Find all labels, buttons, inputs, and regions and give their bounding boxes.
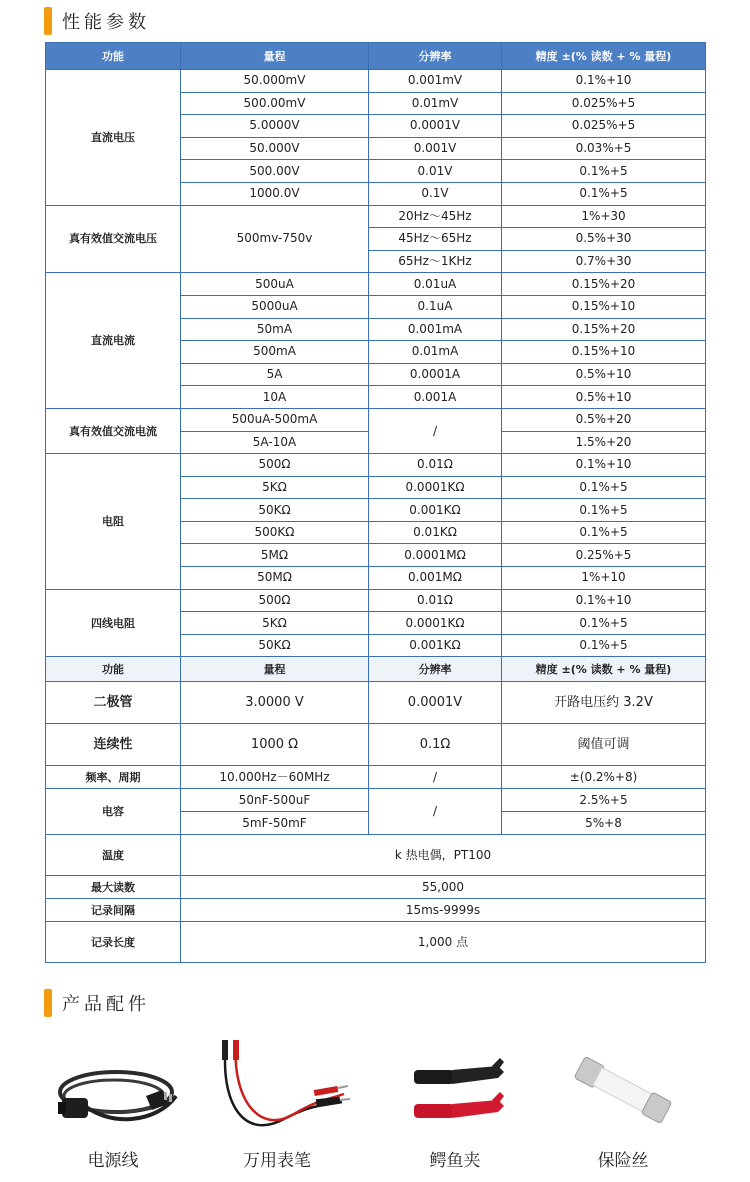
range-cell: 5.0000V bbox=[181, 115, 369, 138]
accuracy-cell: 0.03%+5 bbox=[502, 137, 706, 160]
range-cell: 500.00V bbox=[181, 160, 369, 183]
header-resolution: 分辨率 bbox=[369, 657, 502, 682]
range-cell: 50nF-500uF bbox=[181, 789, 369, 812]
accuracy-cell: 0.025%+5 bbox=[502, 115, 706, 138]
resolution-cell: 0.001KΩ bbox=[369, 634, 502, 657]
alligator-clip-icon bbox=[380, 1040, 530, 1140]
accuracy-cell: 1.5%+20 bbox=[502, 431, 706, 454]
resolution-cell: 0.001MΩ bbox=[369, 567, 502, 590]
range-cell: 500.00mV bbox=[181, 92, 369, 115]
range-cell: 500Ω bbox=[181, 589, 369, 612]
accuracy-cell: 阈值可调 bbox=[502, 724, 706, 766]
accuracy-cell: 0.1%+5 bbox=[502, 521, 706, 544]
table-row bbox=[46, 273, 706, 296]
range-cell: 5KΩ bbox=[181, 476, 369, 499]
table-row bbox=[46, 789, 706, 812]
accuracy-cell: 0.1%+5 bbox=[502, 634, 706, 657]
accuracy-cell: 0.15%+10 bbox=[502, 341, 706, 364]
accessory-power-cord bbox=[38, 1040, 188, 1171]
accuracy-cell: 0.1%+5 bbox=[502, 612, 706, 635]
accuracy-cell: 0.1%+5 bbox=[502, 476, 706, 499]
resolution-cell: 0.0001MΩ bbox=[369, 544, 502, 567]
value-cell: 1,000 点 bbox=[181, 922, 706, 963]
resolution-cell: 0.1Ω bbox=[369, 724, 502, 766]
function-capacitance: 电容 bbox=[46, 789, 181, 835]
resolution-cell: 0.001KΩ bbox=[369, 499, 502, 522]
section-title-performance bbox=[44, 6, 150, 36]
table-row bbox=[46, 589, 706, 612]
table-subheader-row bbox=[46, 657, 706, 682]
accuracy-cell: 0.1%+5 bbox=[502, 160, 706, 183]
table-row bbox=[46, 922, 706, 963]
range-cell: 500mv-750v bbox=[181, 205, 369, 273]
function-max-reading: 最大读数 bbox=[46, 876, 181, 899]
table-row bbox=[46, 408, 706, 431]
resolution-cell: 0.0001V bbox=[369, 115, 502, 138]
accessory-fuse bbox=[548, 1040, 698, 1171]
function-temperature: 温度 bbox=[46, 835, 181, 876]
resolution-cell: 20Hz～45Hz bbox=[369, 205, 502, 228]
accuracy-cell: 1%+10 bbox=[502, 567, 706, 590]
accuracy-cell: 0.1%+5 bbox=[502, 182, 706, 205]
accuracy-cell: 1%+30 bbox=[502, 205, 706, 228]
section-marker bbox=[44, 7, 52, 35]
range-cell: 5A bbox=[181, 363, 369, 386]
header-range: 量程 bbox=[181, 43, 369, 70]
range-cell: 50.000V bbox=[181, 137, 369, 160]
accuracy-cell: 0.15%+10 bbox=[502, 295, 706, 318]
resolution-cell: 0.01V bbox=[369, 160, 502, 183]
header-range: 量程 bbox=[181, 657, 369, 682]
resolution-cell: 0.01mA bbox=[369, 341, 502, 364]
accessory-label: 万用表笔 bbox=[243, 1151, 311, 1171]
accuracy-cell: 0.1%+10 bbox=[502, 589, 706, 612]
accuracy-cell: 0.15%+20 bbox=[502, 273, 706, 296]
table-row bbox=[46, 876, 706, 899]
accuracy-cell: ±(0.2%+8) bbox=[502, 766, 706, 789]
accuracy-cell: 开路电压约 3.2V bbox=[502, 682, 706, 724]
header-function: 功能 bbox=[46, 657, 181, 682]
header-accuracy: 精度 ±(% 读数 + % 量程) bbox=[502, 43, 706, 70]
function-4wire-resistance: 四线电阻 bbox=[46, 589, 181, 657]
resolution-cell: 45Hz～65Hz bbox=[369, 228, 502, 251]
table-row bbox=[46, 899, 706, 922]
range-cell: 1000 Ω bbox=[181, 724, 369, 766]
section-title-text: 产品配件 bbox=[62, 994, 150, 1015]
range-cell: 500uA bbox=[181, 273, 369, 296]
accuracy-cell: 0.7%+30 bbox=[502, 250, 706, 273]
table-row bbox=[46, 766, 706, 789]
header-resolution: 分辨率 bbox=[369, 43, 502, 70]
range-cell: 3.0000 V bbox=[181, 682, 369, 724]
section-title-text: 性能参数 bbox=[62, 12, 150, 33]
value-cell: 15ms-9999s bbox=[181, 899, 706, 922]
resolution-cell: / bbox=[369, 789, 502, 835]
test-leads-icon bbox=[202, 1040, 352, 1140]
table-row bbox=[46, 835, 706, 876]
resolution-cell: 0.0001V bbox=[369, 682, 502, 724]
value-cell: 55,000 bbox=[181, 876, 706, 899]
range-cell: 1000.0V bbox=[181, 182, 369, 205]
function-continuity: 连续性 bbox=[46, 724, 181, 766]
range-cell: 10A bbox=[181, 386, 369, 409]
resolution-cell: 0.001A bbox=[369, 386, 502, 409]
accuracy-cell: 0.5%+30 bbox=[502, 228, 706, 251]
accuracy-cell: 0.5%+10 bbox=[502, 363, 706, 386]
resolution-cell: 65Hz～1KHz bbox=[369, 250, 502, 273]
range-cell: 50KΩ bbox=[181, 634, 369, 657]
resolution-cell: 0.0001KΩ bbox=[369, 476, 502, 499]
function-ac-voltage: 真有效值交流电压 bbox=[46, 205, 181, 273]
range-cell: 5000uA bbox=[181, 295, 369, 318]
resolution-cell: 0.01Ω bbox=[369, 454, 502, 477]
accessory-label: 保险丝 bbox=[597, 1151, 649, 1171]
range-cell: 50MΩ bbox=[181, 567, 369, 590]
accuracy-cell: 0.1%+10 bbox=[502, 454, 706, 477]
fuse-icon bbox=[548, 1040, 698, 1140]
range-cell: 5A-10A bbox=[181, 431, 369, 454]
resolution-cell: 0.1V bbox=[369, 182, 502, 205]
resolution-cell: 0.01mV bbox=[369, 92, 502, 115]
resolution-cell: 0.001V bbox=[369, 137, 502, 160]
function-record-length: 记录长度 bbox=[46, 922, 181, 963]
resolution-cell: / bbox=[369, 766, 502, 789]
accessory-test-leads bbox=[202, 1040, 352, 1171]
section-title-accessories bbox=[44, 988, 150, 1018]
range-cell: 50mA bbox=[181, 318, 369, 341]
function-ac-current: 真有效值交流电流 bbox=[46, 408, 181, 453]
range-cell: 50KΩ bbox=[181, 499, 369, 522]
function-diode: 二极管 bbox=[46, 682, 181, 724]
resolution-cell: / bbox=[369, 408, 502, 453]
header-function: 功能 bbox=[46, 43, 181, 70]
range-cell: 500Ω bbox=[181, 454, 369, 477]
range-cell: 50.000mV bbox=[181, 70, 369, 93]
function-resistance: 电阻 bbox=[46, 454, 181, 590]
function-dc-voltage: 直流电压 bbox=[46, 70, 181, 206]
function-frequency: 频率、周期 bbox=[46, 766, 181, 789]
table-row bbox=[46, 724, 706, 766]
accuracy-cell: 0.5%+20 bbox=[502, 408, 706, 431]
function-record-interval: 记录间隔 bbox=[46, 899, 181, 922]
resolution-cell: 0.1uA bbox=[369, 295, 502, 318]
resolution-cell: 0.001mA bbox=[369, 318, 502, 341]
table-row bbox=[46, 70, 706, 93]
section-marker bbox=[44, 989, 52, 1017]
table-row bbox=[46, 682, 706, 724]
accessory-label: 鳄鱼夹 bbox=[429, 1151, 481, 1171]
accessory-alligator-clips bbox=[380, 1040, 530, 1171]
table-header-row bbox=[46, 43, 706, 70]
resolution-cell: 0.01KΩ bbox=[369, 521, 502, 544]
accessory-label: 电源线 bbox=[87, 1151, 139, 1171]
range-cell: 500mA bbox=[181, 341, 369, 364]
header-accuracy: 精度 ±(% 读数 + % 量程) bbox=[502, 657, 706, 682]
accuracy-cell: 0.25%+5 bbox=[502, 544, 706, 567]
accuracy-cell: 0.1%+5 bbox=[502, 499, 706, 522]
range-cell: 500KΩ bbox=[181, 521, 369, 544]
table-row bbox=[46, 454, 706, 477]
range-cell: 5MΩ bbox=[181, 544, 369, 567]
range-cell: 5mF-50mF bbox=[181, 812, 369, 835]
function-dc-current: 直流电流 bbox=[46, 273, 181, 409]
range-cell: 5KΩ bbox=[181, 612, 369, 635]
accuracy-cell: 0.025%+5 bbox=[502, 92, 706, 115]
accuracy-cell: 5%+8 bbox=[502, 812, 706, 835]
power-cord-icon bbox=[38, 1040, 188, 1140]
resolution-cell: 0.0001KΩ bbox=[369, 612, 502, 635]
resolution-cell: 0.001mV bbox=[369, 70, 502, 93]
table-row bbox=[46, 205, 706, 228]
range-cell: 500uA-500mA bbox=[181, 408, 369, 431]
value-cell: k 热电偶，PT100 bbox=[181, 835, 706, 876]
accuracy-cell: 0.1%+10 bbox=[502, 70, 706, 93]
resolution-cell: 0.01Ω bbox=[369, 589, 502, 612]
resolution-cell: 0.01uA bbox=[369, 273, 502, 296]
range-cell: 10.000Hz－60MHz bbox=[181, 766, 369, 789]
accuracy-cell: 2.5%+5 bbox=[502, 789, 706, 812]
resolution-cell: 0.0001A bbox=[369, 363, 502, 386]
spec-table bbox=[45, 42, 706, 963]
accuracy-cell: 0.15%+20 bbox=[502, 318, 706, 341]
accuracy-cell: 0.5%+10 bbox=[502, 386, 706, 409]
